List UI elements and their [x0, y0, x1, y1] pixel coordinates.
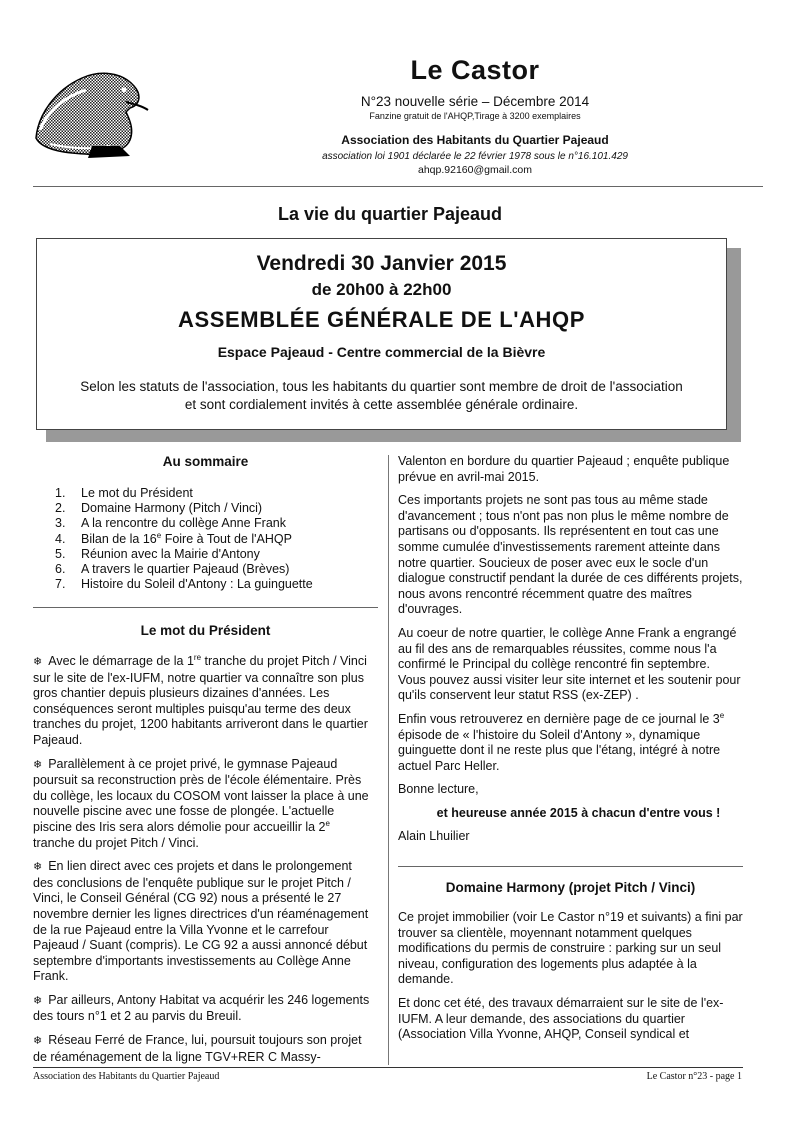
- list-item: [55, 486, 375, 501]
- domaine-paragraph-2: Et donc cet été, des travaux démarraient sur le site de l'ex-IUFM. A leur demande, des associations du quartier (Association Villa Yvonne, AHQP, Conseil syndical et: [398, 995, 724, 1042]
- announcement-title: ASSEMBLÉE GÉNÉRALE DE L'AHQP: [177, 307, 586, 332]
- list-item-number: 1.: [55, 486, 66, 500]
- list-item-number: 7.: [55, 577, 66, 592]
- text-part: En lien direct avec ces projets et dans le prolongement des conclusions de l'enquête publique sur le projet Pitch / Vinci, le Conseil Général (CG 92) nous a présenté le 27 novembre dernier les lignes directrices d'un réaménagement de la rue Pajeaud entre la Villa Yvonne et le carrefour Pajeaud / Suant (compris). Le CG 92 a aussi annoncé début septembre d'importants investissements au Collège Anne Frank.: [33, 859, 369, 984]
- fanzine-line: Fanzine gratuit de l'AHQP,Tirage à 3200 exemplaires: [369, 111, 581, 121]
- announcement-place: Espace Pajeaud - Centre commercial de la Bièvre: [217, 344, 546, 360]
- label-superscript: e: [156, 530, 162, 540]
- list-item: [55, 547, 375, 562]
- president-paragraph-r3b: Vous pouvez aussi visiter leur site internet et les soutenir pour qu'ils conservent leur statut RSS (ex-ZEP) .: [398, 672, 741, 703]
- list-item: [55, 577, 375, 592]
- new-year-wish: et heureuse année 2015 à chacun d'entre vous !: [436, 805, 721, 820]
- summary-list: [55, 486, 375, 592]
- president-paragraph-r2: Ces importants projets ne sont pas tous au même stade d'avancement ; tous n'ont pas non plus le même nombre de partisans ou d'opposants. Ils représentent en tout cas une somme cumulée d'investissements rarement atteinte dans notre quartier. Soucieux de poser avec eux le socle d'un dialogue constructif pendant la durée de ces différents projets, nous avons rencontré récemment quatre des maîtres d'ouvrages.: [398, 493, 743, 617]
- president-paragraph-r1: Valenton en bordure du quartier Pajeaud ; enquête publique prévue en avril-mai 2015.: [398, 454, 730, 484]
- text-part: Avec le démarrage de la 1: [48, 654, 194, 668]
- text-part: tranche du projet Pitch / Vinci.: [33, 835, 199, 850]
- list-item: [55, 516, 375, 531]
- footer-association: Association des Habitants du Quartier Pajeaud: [33, 1071, 220, 1082]
- text-part: Par ailleurs, Antony Habitat va acquérir les 246 logements des tours n°1 et 2 au parvis du Breuil.: [33, 992, 370, 1024]
- snowflake-icon: ❄: [33, 861, 43, 874]
- list-item-number: 2.: [55, 501, 66, 516]
- list-item-label: A travers le quartier Pajeaud (Brèves): [81, 562, 290, 577]
- issue-line: N°23 nouvelle série – Décembre 2014: [360, 94, 590, 109]
- text-part: Enfin vous retrouverez en dernière page de ce journal le 3: [398, 711, 720, 726]
- list-item-label: A la rencontre du collège Anne Frank: [81, 516, 286, 531]
- text-part: Parallèlement à ce projet privé, le gymnase Pajeaud poursuit sa reconstruction près de l'école élémentaire. Près du collège, les locaux du COSOM vont laisser la place à une nouvelle piscine avec une fosse de plongée. L'actuelle piscine des Iris sera alors démolie pour accueillir la 2: [33, 756, 369, 834]
- list-item: [55, 532, 375, 547]
- beaver-logo-icon: [30, 60, 160, 160]
- column-divider: [388, 455, 389, 1065]
- domaine-divider: [398, 866, 743, 867]
- list-item-label: Domaine Harmony (Pitch / Vinci): [81, 501, 263, 516]
- snowflake-icon: ❄: [33, 758, 43, 771]
- list-item-number: 5.: [55, 546, 66, 561]
- text-superscript: e: [719, 710, 725, 720]
- president-paragraph-1: [33, 654, 375, 749]
- text-part: Réseau Ferré de France, lui, poursuit toujours son projet de réaménagement de la ligne TGV+RER C Massy-: [33, 1033, 362, 1064]
- announcement-time: de 20h00 à 22h00: [311, 280, 452, 299]
- text-part: épisode de « l'histoire du Soleil d'Antony », dynamique guinguette dont il ne reste plus que l'étang, intégré à notre actuel Parc Heller.: [398, 727, 721, 773]
- president-paragraph-5: [33, 1033, 375, 1065]
- association-email: ahqp.92160@gmail.com: [418, 164, 532, 176]
- list-item-number: 3.: [55, 516, 66, 531]
- text-part: tranche du projet Pitch / Vinci sur le site de l'ex-IUFM, notre quartier va connaître son plus gros chantier depuis plusieurs dizaines d'années. Les conséquences seront multiples puisqu'au terme des deux tranches du projet, 1200 habitants arriveront dans le quartier Pajeaud.: [33, 654, 368, 747]
- footer-divider: [33, 1067, 743, 1068]
- list-item-number: 6.: [55, 562, 66, 577]
- president-paragraph-3: [33, 859, 375, 985]
- summary-title: Au sommaire: [162, 454, 249, 469]
- association-law: association loi 1901 déclarée le 22 février 1978 sous le n°16.101.429: [322, 151, 628, 162]
- footer-page-number: Le Castor n°23 - page 1: [646, 1071, 742, 1082]
- president-title: Le mot du Président: [140, 623, 271, 638]
- snowflake-icon: ❄: [33, 656, 43, 668]
- list-item-label: [81, 532, 292, 547]
- president-paragraph-4: [33, 993, 375, 1025]
- announcement-text-line-2: et sont cordialement invités à cette assemblée générale ordinaire.: [184, 397, 579, 412]
- signature: Alain Lhuilier: [398, 829, 470, 844]
- text-superscript: e: [325, 818, 330, 828]
- domaine-paragraph-1: Ce projet immobilier (voir Le Castor n°19 et suivants) a fini par trouver sa clientèle, moyennant notamment quelques modifications du permis de construire : parking sur un seul niveau, configuration des logements plus adaptée à la demande.: [398, 910, 743, 987]
- announcement-text-line-1: Selon les statuts de l'association, tous les habitants du quartier sont membre de droit de l'association: [80, 379, 683, 394]
- closing-greeting: Bonne lecture,: [398, 782, 479, 797]
- label-part: Foire à Tout de l'AHQP: [161, 531, 292, 546]
- label-part: Bilan de la 16: [81, 531, 157, 546]
- snowflake-icon: ❄: [33, 994, 43, 1007]
- list-item-label: Réunion avec la Mairie d'Antony: [81, 546, 260, 561]
- president-paragraph-r3: Au coeur de notre quartier, le collège Anne Frank a engrangé au fil des ans de remarquables réussites, comme nous l'a confirmé le Principal du collège rencontré fin septembre.: [398, 625, 737, 672]
- domaine-body: [398, 910, 743, 1051]
- president-column-right: [398, 454, 743, 853]
- announcement-date: Vendredi 30 Janvier 2015: [256, 252, 507, 275]
- snowflake-icon: ❄: [33, 1035, 43, 1048]
- header-divider: [33, 186, 763, 187]
- president-paragraph-2: [33, 757, 375, 852]
- announcement-text: [50, 378, 713, 414]
- domaine-title: Domaine Harmony (projet Pitch / Vinci): [445, 880, 696, 895]
- text-superscript: re: [193, 652, 202, 662]
- list-item-label: Histoire du Soleil d'Antony : La guinguette: [81, 577, 313, 592]
- president-column-left: [33, 654, 375, 1073]
- list-item: [55, 501, 375, 516]
- association-name: Association des Habitants du Quartier Pajeaud: [341, 133, 609, 147]
- list-item-number: 4.: [55, 531, 66, 546]
- list-item-label: Le mot du Président: [81, 486, 193, 500]
- list-item: [55, 562, 375, 577]
- section-title: La vie du quartier Pajeaud: [277, 204, 503, 224]
- summary-divider: [33, 607, 378, 608]
- newsletter-title: Le Castor: [410, 55, 540, 85]
- president-paragraph-r4: [398, 712, 743, 774]
